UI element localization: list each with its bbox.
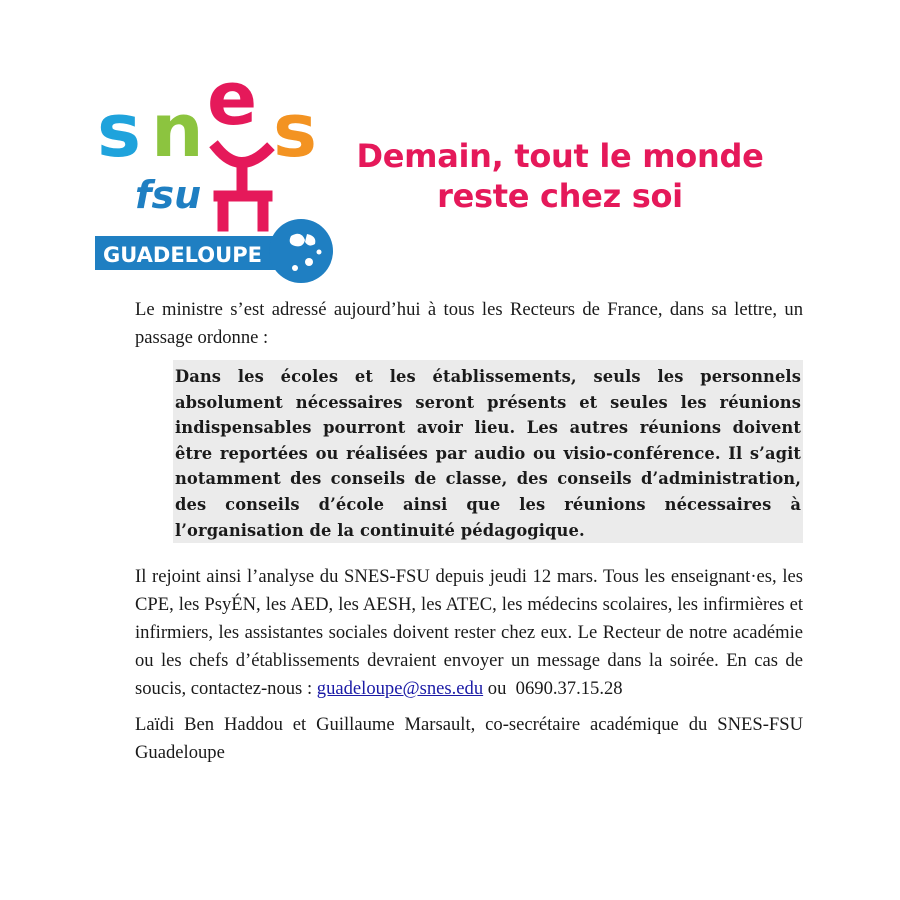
logo-letter-e: e bbox=[207, 76, 258, 142]
logo-letter-s: s bbox=[97, 88, 142, 174]
logo-fsu-text: fsu bbox=[135, 173, 202, 217]
logo-figure bbox=[217, 148, 267, 226]
logo-letter-n: n bbox=[151, 88, 204, 174]
minister-quote: Dans les écoles et les établissements, seuls les personnels absolument nécessaires seront présents et seules les réunions indispensables pourront avoir lieu. Les autres réunions doivent être reportées ou réalisées par audio ou visio-conférence. Il s’agit notamment des conseils de classe, des conseils d’administration, des conseils d’école ainsi que les réunions nécessaires à l’organisation de la continuité pédagogique. bbox=[173, 360, 803, 543]
connector-text: ou bbox=[483, 678, 516, 700]
headline-line-1: Demain, tout le monde bbox=[356, 137, 764, 175]
headline-line-2: reste chez soi bbox=[437, 177, 683, 215]
analysis-paragraph bbox=[135, 563, 803, 703]
intro-paragraph: Le ministre s’est adressé aujourd’hui à tous les Recteurs de France, dans sa lettre, un passage ordonne : bbox=[135, 299, 803, 348]
snes-fsu-guadeloupe-logo bbox=[95, 76, 335, 284]
headline bbox=[330, 136, 790, 216]
logo-island-circle bbox=[269, 219, 333, 283]
logo-region-text: GUADELOUPE bbox=[103, 243, 262, 267]
article-body bbox=[135, 296, 803, 767]
signature: Laïdi Ben Haddou et Guillaume Marsault, co-secrétaire académique du SNES-FSU Guadeloupe bbox=[135, 714, 803, 764]
logo-letter-s2: s bbox=[273, 88, 318, 174]
analysis-text: Il rejoint ainsi l’analyse du SNES-FSU depuis jeudi 12 mars. Tous les enseignant·es, les CPE, les PsyÉN, les AED, les AESH, les ATEC, les médecins scolaires, les infirmières et infirmiers, les assistantes sociales doivent rester chez eux. Le Recteur de notre académie ou les chefs d’établissements devraient envoyer un message dans la soirée. En cas de soucis, contactez-nous : bbox=[135, 566, 803, 700]
email-link[interactable]: guadeloupe@snes.edu bbox=[316, 678, 484, 700]
phone-number: 0690.37.15.28 bbox=[515, 678, 623, 700]
